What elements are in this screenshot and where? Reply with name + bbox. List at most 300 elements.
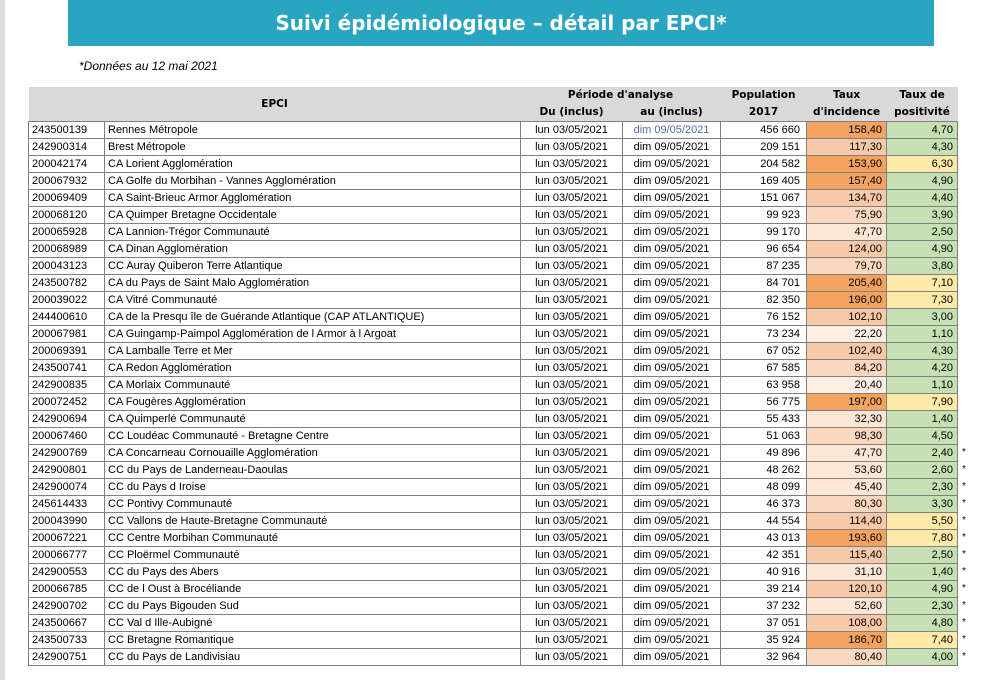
period-end-cell: dim 09/05/2021 bbox=[623, 275, 721, 292]
epci-name-cell: Brest Métropole bbox=[105, 139, 521, 156]
positivity-rate-cell: 2,30 bbox=[887, 598, 958, 615]
population-cell: 48 262 bbox=[721, 462, 807, 479]
incidence-rate-cell: 193,60 bbox=[807, 530, 887, 547]
period-start-cell: lun 03/05/2021 bbox=[521, 615, 623, 632]
positivity-rate-cell: 4,20 bbox=[887, 360, 958, 377]
table-row bbox=[29, 258, 973, 275]
epci-code-cell: 242900835 bbox=[29, 377, 105, 394]
table-row bbox=[29, 241, 973, 258]
positivity-rate-cell: 7,80 bbox=[887, 530, 958, 547]
epci-name-cell: CC Loudéac Communauté - Bretagne Centre bbox=[105, 428, 521, 445]
period-end-cell: dim 09/05/2021 bbox=[623, 224, 721, 241]
incidence-rate-cell: 47,70 bbox=[807, 445, 887, 462]
period-start-cell: lun 03/05/2021 bbox=[521, 207, 623, 224]
column-header-taux-positivite: Taux de bbox=[887, 87, 958, 104]
period-end-cell: dim 09/05/2021 bbox=[623, 530, 721, 547]
period-start-cell: lun 03/05/2021 bbox=[521, 496, 623, 513]
population-cell: 48 099 bbox=[721, 479, 807, 496]
epci-name-cell: CA de la Presqu île de Guérande Atlantique (CAP ATLANTIQUE) bbox=[105, 309, 521, 326]
epci-code-cell: 242900553 bbox=[29, 564, 105, 581]
period-end-cell: dim 09/05/2021 bbox=[623, 513, 721, 530]
column-header-au: au (inclus) bbox=[623, 104, 721, 122]
epci-code-cell: 200067932 bbox=[29, 173, 105, 190]
table-row bbox=[29, 649, 973, 666]
epci-code-cell: 200069391 bbox=[29, 343, 105, 360]
epci-code-cell: 200072452 bbox=[29, 394, 105, 411]
table-row bbox=[29, 445, 973, 462]
incidence-rate-cell: 153,90 bbox=[807, 156, 887, 173]
table-row bbox=[29, 122, 973, 139]
footnote-marker bbox=[958, 139, 973, 156]
epci-name-cell: CA Guingamp-Paimpol Agglomération de l Armor à l Argoat bbox=[105, 326, 521, 343]
epci-name-cell: CA Quimperlé Communauté bbox=[105, 411, 521, 428]
positivity-rate-cell: 3,80 bbox=[887, 258, 958, 275]
population-cell: 51 063 bbox=[721, 428, 807, 445]
period-start-cell: lun 03/05/2021 bbox=[521, 241, 623, 258]
period-end-cell: dim 09/05/2021 bbox=[623, 615, 721, 632]
table-header bbox=[29, 87, 973, 122]
table-row bbox=[29, 173, 973, 190]
incidence-rate-cell: 205,40 bbox=[807, 275, 887, 292]
epci-name-cell: CA Quimper Bretagne Occidentale bbox=[105, 207, 521, 224]
population-cell: 204 582 bbox=[721, 156, 807, 173]
page-title: Suivi épidémiologique – détail par EPCI* bbox=[68, 0, 934, 46]
footnote-marker bbox=[958, 156, 973, 173]
footnote-marker: * bbox=[962, 566, 966, 577]
period-end-cell: dim 09/05/2021 bbox=[623, 190, 721, 207]
table-row bbox=[29, 309, 973, 326]
column-header-incidence: d'incidence bbox=[807, 104, 887, 122]
epci-name-cell: CA Lamballe Terre et Mer bbox=[105, 343, 521, 360]
period-start-cell: lun 03/05/2021 bbox=[521, 530, 623, 547]
left-margin-bar bbox=[0, 0, 5, 680]
footnote-marker bbox=[958, 275, 973, 292]
period-start-cell: lun 03/05/2021 bbox=[521, 292, 623, 309]
period-start-cell: lun 03/05/2021 bbox=[521, 360, 623, 377]
incidence-rate-cell: 120,10 bbox=[807, 581, 887, 598]
period-start-cell: lun 03/05/2021 bbox=[521, 275, 623, 292]
epci-code-cell: 200067460 bbox=[29, 428, 105, 445]
incidence-rate-cell: 108,00 bbox=[807, 615, 887, 632]
incidence-rate-cell: 98,30 bbox=[807, 428, 887, 445]
epci-code-cell: 244400610 bbox=[29, 309, 105, 326]
population-cell: 35 924 bbox=[721, 632, 807, 649]
incidence-rate-cell: 157,40 bbox=[807, 173, 887, 190]
footnote-marker bbox=[958, 241, 973, 258]
population-cell: 44 554 bbox=[721, 513, 807, 530]
period-start-cell: lun 03/05/2021 bbox=[521, 224, 623, 241]
footnote-marker bbox=[958, 428, 973, 445]
positivity-rate-cell: 3,00 bbox=[887, 309, 958, 326]
positivity-rate-cell: 4,90 bbox=[887, 581, 958, 598]
period-end-cell: dim 09/05/2021 bbox=[623, 326, 721, 343]
epci-name-cell: CA Morlaix Communauté bbox=[105, 377, 521, 394]
epci-name-cell: CC de l Oust à Brocéliande bbox=[105, 581, 521, 598]
period-end-cell: dim 09/05/2021 bbox=[623, 411, 721, 428]
population-cell: 49 896 bbox=[721, 445, 807, 462]
positivity-rate-cell: 6,30 bbox=[887, 156, 958, 173]
footnote-marker: * bbox=[962, 549, 966, 560]
period-start-cell: lun 03/05/2021 bbox=[521, 581, 623, 598]
table-body bbox=[29, 122, 973, 666]
table-row bbox=[29, 564, 973, 581]
epci-name-cell: CC Ploërmel Communauté bbox=[105, 547, 521, 564]
population-cell: 67 052 bbox=[721, 343, 807, 360]
table-row bbox=[29, 547, 973, 564]
population-cell: 169 405 bbox=[721, 173, 807, 190]
positivity-rate-cell: 4,30 bbox=[887, 343, 958, 360]
population-cell: 32 964 bbox=[721, 649, 807, 666]
incidence-rate-cell: 114,40 bbox=[807, 513, 887, 530]
footnote-marker: * bbox=[962, 515, 966, 526]
period-start-cell: lun 03/05/2021 bbox=[521, 411, 623, 428]
epci-code-cell: 242900314 bbox=[29, 139, 105, 156]
period-end-cell: dim 09/05/2021 bbox=[623, 462, 721, 479]
period-start-cell: lun 03/05/2021 bbox=[521, 462, 623, 479]
period-start-cell: lun 03/05/2021 bbox=[521, 309, 623, 326]
incidence-rate-cell: 22,20 bbox=[807, 326, 887, 343]
period-end-cell: dim 09/05/2021 bbox=[623, 343, 721, 360]
table-row bbox=[29, 292, 973, 309]
epci-name-cell: CC Val d Ille-Aubigné bbox=[105, 615, 521, 632]
positivity-rate-cell: 5,50 bbox=[887, 513, 958, 530]
epci-name-cell: CC Pontivy Communauté bbox=[105, 496, 521, 513]
period-end-cell: dim 09/05/2021 bbox=[623, 156, 721, 173]
footnote-marker bbox=[958, 309, 973, 326]
footnote-marker: * bbox=[962, 600, 966, 611]
period-end-cell: dim 09/05/2021 bbox=[623, 258, 721, 275]
epci-code-cell: 200068989 bbox=[29, 241, 105, 258]
population-cell: 43 013 bbox=[721, 530, 807, 547]
positivity-rate-cell: 2,40 bbox=[887, 445, 958, 462]
epci-name-cell: CC du Pays de Landerneau-Daoulas bbox=[105, 462, 521, 479]
table-row bbox=[29, 513, 973, 530]
positivity-rate-cell: 2,30 bbox=[887, 479, 958, 496]
epci-name-cell: CC Auray Quiberon Terre Atlantique bbox=[105, 258, 521, 275]
epci-name-cell: CA du Pays de Saint Malo Agglomération bbox=[105, 275, 521, 292]
footnote-marker bbox=[958, 377, 973, 394]
epci-name-cell: CC du Pays de Landivisiau bbox=[105, 649, 521, 666]
period-start-cell: lun 03/05/2021 bbox=[521, 445, 623, 462]
table-row bbox=[29, 224, 973, 241]
epci-code-cell: 243500667 bbox=[29, 615, 105, 632]
epci-code-cell: 200066777 bbox=[29, 547, 105, 564]
incidence-rate-cell: 20,40 bbox=[807, 377, 887, 394]
positivity-rate-cell: 4,30 bbox=[887, 139, 958, 156]
incidence-rate-cell: 80,30 bbox=[807, 496, 887, 513]
population-cell: 82 350 bbox=[721, 292, 807, 309]
positivity-rate-cell: 4,80 bbox=[887, 615, 958, 632]
incidence-rate-cell: 45,40 bbox=[807, 479, 887, 496]
positivity-rate-cell: 1,10 bbox=[887, 377, 958, 394]
period-end-cell: dim 09/05/2021 bbox=[623, 139, 721, 156]
population-cell: 37 232 bbox=[721, 598, 807, 615]
column-header-epci: EPCI bbox=[29, 87, 521, 122]
epci-name-cell: CC Vallons de Haute-Bretagne Communauté bbox=[105, 513, 521, 530]
footnote-marker bbox=[958, 173, 973, 190]
column-header-periode: Période d'analyse bbox=[521, 87, 721, 104]
epci-code-cell: 200067221 bbox=[29, 530, 105, 547]
epci-code-cell: 200066785 bbox=[29, 581, 105, 598]
footnote-marker bbox=[958, 411, 973, 428]
period-start-cell: lun 03/05/2021 bbox=[521, 173, 623, 190]
footnote-marker bbox=[958, 394, 973, 411]
epci-name-cell: CA Vitré Communauté bbox=[105, 292, 521, 309]
footnote-marker: * bbox=[962, 583, 966, 594]
period-end-cell: dim 09/05/2021 bbox=[623, 564, 721, 581]
incidence-rate-cell: 197,00 bbox=[807, 394, 887, 411]
period-end-cell: dim 09/05/2021 bbox=[623, 207, 721, 224]
incidence-rate-cell: 102,10 bbox=[807, 309, 887, 326]
positivity-rate-cell: 4,90 bbox=[887, 241, 958, 258]
epci-name-cell: Rennes Métropole bbox=[105, 122, 521, 139]
period-start-cell: lun 03/05/2021 bbox=[521, 394, 623, 411]
positivity-rate-cell: 2,50 bbox=[887, 547, 958, 564]
footnote-marker: * bbox=[962, 498, 966, 509]
population-cell: 40 916 bbox=[721, 564, 807, 581]
population-cell: 84 701 bbox=[721, 275, 807, 292]
epci-code-cell: 200067981 bbox=[29, 326, 105, 343]
incidence-rate-cell: 47,70 bbox=[807, 224, 887, 241]
header-spacer bbox=[958, 104, 973, 122]
data-date-note: *Données au 12 mai 2021 bbox=[79, 59, 218, 73]
table-row bbox=[29, 479, 973, 496]
positivity-rate-cell: 2,50 bbox=[887, 224, 958, 241]
epci-name-cell: CC du Pays des Abers bbox=[105, 564, 521, 581]
epci-name-cell: CC Bretagne Romantique bbox=[105, 632, 521, 649]
period-end-cell: dim 09/05/2021 bbox=[623, 598, 721, 615]
table-row bbox=[29, 496, 973, 513]
footnote-marker: * bbox=[962, 651, 966, 662]
footnote-marker bbox=[958, 360, 973, 377]
epci-code-cell: 242900074 bbox=[29, 479, 105, 496]
incidence-rate-cell: 134,70 bbox=[807, 190, 887, 207]
table-row bbox=[29, 615, 973, 632]
column-header-positivite: positivité bbox=[887, 104, 958, 122]
epci-code-cell: 200065928 bbox=[29, 224, 105, 241]
footnote-marker: * bbox=[962, 532, 966, 543]
period-end-cell: dim 09/05/2021 bbox=[623, 122, 721, 139]
period-start-cell: lun 03/05/2021 bbox=[521, 428, 623, 445]
table-row bbox=[29, 275, 973, 292]
incidence-rate-cell: 117,30 bbox=[807, 139, 887, 156]
epci-code-cell: 200043123 bbox=[29, 258, 105, 275]
epci-code-cell: 242900751 bbox=[29, 649, 105, 666]
period-start-cell: lun 03/05/2021 bbox=[521, 632, 623, 649]
positivity-rate-cell: 4,40 bbox=[887, 190, 958, 207]
epci-code-cell: 243500782 bbox=[29, 275, 105, 292]
period-end-cell: dim 09/05/2021 bbox=[623, 547, 721, 564]
incidence-rate-cell: 32,30 bbox=[807, 411, 887, 428]
period-start-cell: lun 03/05/2021 bbox=[521, 190, 623, 207]
population-cell: 99 170 bbox=[721, 224, 807, 241]
period-end-cell: dim 09/05/2021 bbox=[623, 377, 721, 394]
positivity-rate-cell: 2,60 bbox=[887, 462, 958, 479]
epci-name-cell: CA Fougères Agglomération bbox=[105, 394, 521, 411]
period-start-cell: lun 03/05/2021 bbox=[521, 139, 623, 156]
positivity-rate-cell: 4,00 bbox=[887, 649, 958, 666]
footnote-marker: * bbox=[962, 464, 966, 475]
epci-code-cell: 242900769 bbox=[29, 445, 105, 462]
epci-name-cell: CA Lorient Agglomération bbox=[105, 156, 521, 173]
period-start-cell: lun 03/05/2021 bbox=[521, 156, 623, 173]
footnote-marker bbox=[958, 224, 973, 241]
epci-code-cell: 200043990 bbox=[29, 513, 105, 530]
epci-table bbox=[28, 87, 973, 666]
period-end-cell: dim 09/05/2021 bbox=[623, 632, 721, 649]
incidence-rate-cell: 53,60 bbox=[807, 462, 887, 479]
period-start-cell: lun 03/05/2021 bbox=[521, 377, 623, 394]
population-cell: 39 214 bbox=[721, 581, 807, 598]
period-end-cell: dim 09/05/2021 bbox=[623, 428, 721, 445]
table-row bbox=[29, 581, 973, 598]
period-end-cell: dim 09/05/2021 bbox=[623, 241, 721, 258]
epci-name-cell: CA Redon Agglomération bbox=[105, 360, 521, 377]
epci-code-cell: 242900702 bbox=[29, 598, 105, 615]
positivity-rate-cell: 7,30 bbox=[887, 292, 958, 309]
population-cell: 56 775 bbox=[721, 394, 807, 411]
positivity-rate-cell: 7,90 bbox=[887, 394, 958, 411]
incidence-rate-cell: 102,40 bbox=[807, 343, 887, 360]
table-row bbox=[29, 360, 973, 377]
table-row bbox=[29, 139, 973, 156]
table-row bbox=[29, 632, 973, 649]
period-start-cell: lun 03/05/2021 bbox=[521, 598, 623, 615]
period-start-cell: lun 03/05/2021 bbox=[521, 258, 623, 275]
population-cell: 96 654 bbox=[721, 241, 807, 258]
epci-name-cell: CC Centre Morbihan Communauté bbox=[105, 530, 521, 547]
period-start-cell: lun 03/05/2021 bbox=[521, 343, 623, 360]
positivity-rate-cell: 4,70 bbox=[887, 122, 958, 139]
positivity-rate-cell: 1,40 bbox=[887, 564, 958, 581]
incidence-rate-cell: 124,00 bbox=[807, 241, 887, 258]
epci-name-cell: CC du Pays Bigouden Sud bbox=[105, 598, 521, 615]
period-end-cell: dim 09/05/2021 bbox=[623, 173, 721, 190]
positivity-rate-cell: 1,40 bbox=[887, 411, 958, 428]
positivity-rate-cell: 4,50 bbox=[887, 428, 958, 445]
epci-name-cell: CA Golfe du Morbihan - Vannes Agglomération bbox=[105, 173, 521, 190]
epci-code-cell: 200068120 bbox=[29, 207, 105, 224]
incidence-rate-cell: 52,60 bbox=[807, 598, 887, 615]
population-cell: 456 660 bbox=[721, 122, 807, 139]
population-cell: 73 234 bbox=[721, 326, 807, 343]
incidence-rate-cell: 158,40 bbox=[807, 122, 887, 139]
period-end-cell: dim 09/05/2021 bbox=[623, 445, 721, 462]
footnote-marker: * bbox=[962, 481, 966, 492]
epci-code-cell: 200042174 bbox=[29, 156, 105, 173]
population-cell: 87 235 bbox=[721, 258, 807, 275]
positivity-rate-cell: 3,30 bbox=[887, 496, 958, 513]
table-row bbox=[29, 530, 973, 547]
period-start-cell: lun 03/05/2021 bbox=[521, 547, 623, 564]
incidence-rate-cell: 80,40 bbox=[807, 649, 887, 666]
column-header-du: Du (inclus) bbox=[521, 104, 623, 122]
epci-name-cell: CA Saint-Brieuc Armor Agglomération bbox=[105, 190, 521, 207]
incidence-rate-cell: 79,70 bbox=[807, 258, 887, 275]
epci-code-cell: 243500741 bbox=[29, 360, 105, 377]
table-row bbox=[29, 598, 973, 615]
period-start-cell: lun 03/05/2021 bbox=[521, 513, 623, 530]
footnote-marker bbox=[958, 326, 973, 343]
epci-name-cell: CA Concarneau Cornouaille Agglomération bbox=[105, 445, 521, 462]
period-end-cell: dim 09/05/2021 bbox=[623, 581, 721, 598]
epci-name-cell: CA Lannion-Trégor Communauté bbox=[105, 224, 521, 241]
population-cell: 99 923 bbox=[721, 207, 807, 224]
epci-code-cell: 242900694 bbox=[29, 411, 105, 428]
header-spacer bbox=[958, 87, 973, 104]
incidence-rate-cell: 84,20 bbox=[807, 360, 887, 377]
epci-code-cell: 243500733 bbox=[29, 632, 105, 649]
population-cell: 46 373 bbox=[721, 496, 807, 513]
population-cell: 76 152 bbox=[721, 309, 807, 326]
population-cell: 63 958 bbox=[721, 377, 807, 394]
population-cell: 151 067 bbox=[721, 190, 807, 207]
epci-code-cell: 200039022 bbox=[29, 292, 105, 309]
table-row bbox=[29, 343, 973, 360]
footnote-marker bbox=[958, 292, 973, 309]
period-end-cell: dim 09/05/2021 bbox=[623, 292, 721, 309]
table-row bbox=[29, 156, 973, 173]
population-cell: 55 433 bbox=[721, 411, 807, 428]
positivity-rate-cell: 7,10 bbox=[887, 275, 958, 292]
column-header-population: Population bbox=[721, 87, 807, 104]
epci-code-cell: 243500139 bbox=[29, 122, 105, 139]
period-end-cell: dim 09/05/2021 bbox=[623, 360, 721, 377]
incidence-rate-cell: 75,90 bbox=[807, 207, 887, 224]
positivity-rate-cell: 3,90 bbox=[887, 207, 958, 224]
period-start-cell: lun 03/05/2021 bbox=[521, 122, 623, 139]
epci-name-cell: CC du Pays d Iroise bbox=[105, 479, 521, 496]
epci-code-cell: 200069409 bbox=[29, 190, 105, 207]
incidence-rate-cell: 196,00 bbox=[807, 292, 887, 309]
period-end-cell: dim 09/05/2021 bbox=[623, 309, 721, 326]
period-end-cell: dim 09/05/2021 bbox=[623, 479, 721, 496]
period-start-cell: lun 03/05/2021 bbox=[521, 479, 623, 496]
population-cell: 209 151 bbox=[721, 139, 807, 156]
footnote-marker bbox=[958, 122, 973, 139]
column-header-population-year: 2017 bbox=[721, 104, 807, 122]
epci-code-cell: 245614433 bbox=[29, 496, 105, 513]
footnote-marker bbox=[958, 343, 973, 360]
incidence-rate-cell: 186,70 bbox=[807, 632, 887, 649]
table-row bbox=[29, 207, 973, 224]
table-row bbox=[29, 377, 973, 394]
period-end-cell: dim 09/05/2021 bbox=[623, 394, 721, 411]
positivity-rate-cell: 4,90 bbox=[887, 173, 958, 190]
incidence-rate-cell: 31,10 bbox=[807, 564, 887, 581]
period-end-cell: dim 09/05/2021 bbox=[623, 649, 721, 666]
footnote-marker bbox=[958, 207, 973, 224]
footnote-marker: * bbox=[962, 634, 966, 645]
population-cell: 67 585 bbox=[721, 360, 807, 377]
period-end-cell: dim 09/05/2021 bbox=[623, 496, 721, 513]
period-start-cell: lun 03/05/2021 bbox=[521, 564, 623, 581]
table-row bbox=[29, 394, 973, 411]
footnote-marker: * bbox=[962, 447, 966, 458]
population-cell: 42 351 bbox=[721, 547, 807, 564]
footnote-marker: * bbox=[962, 617, 966, 628]
period-start-cell: lun 03/05/2021 bbox=[521, 326, 623, 343]
table-row bbox=[29, 326, 973, 343]
period-start-cell: lun 03/05/2021 bbox=[521, 649, 623, 666]
footnote-marker bbox=[958, 190, 973, 207]
table-row bbox=[29, 190, 973, 207]
population-cell: 37 051 bbox=[721, 615, 807, 632]
table-row bbox=[29, 462, 973, 479]
table-row bbox=[29, 428, 973, 445]
epci-code-cell: 242900801 bbox=[29, 462, 105, 479]
epci-name-cell: CA Dinan Agglomération bbox=[105, 241, 521, 258]
